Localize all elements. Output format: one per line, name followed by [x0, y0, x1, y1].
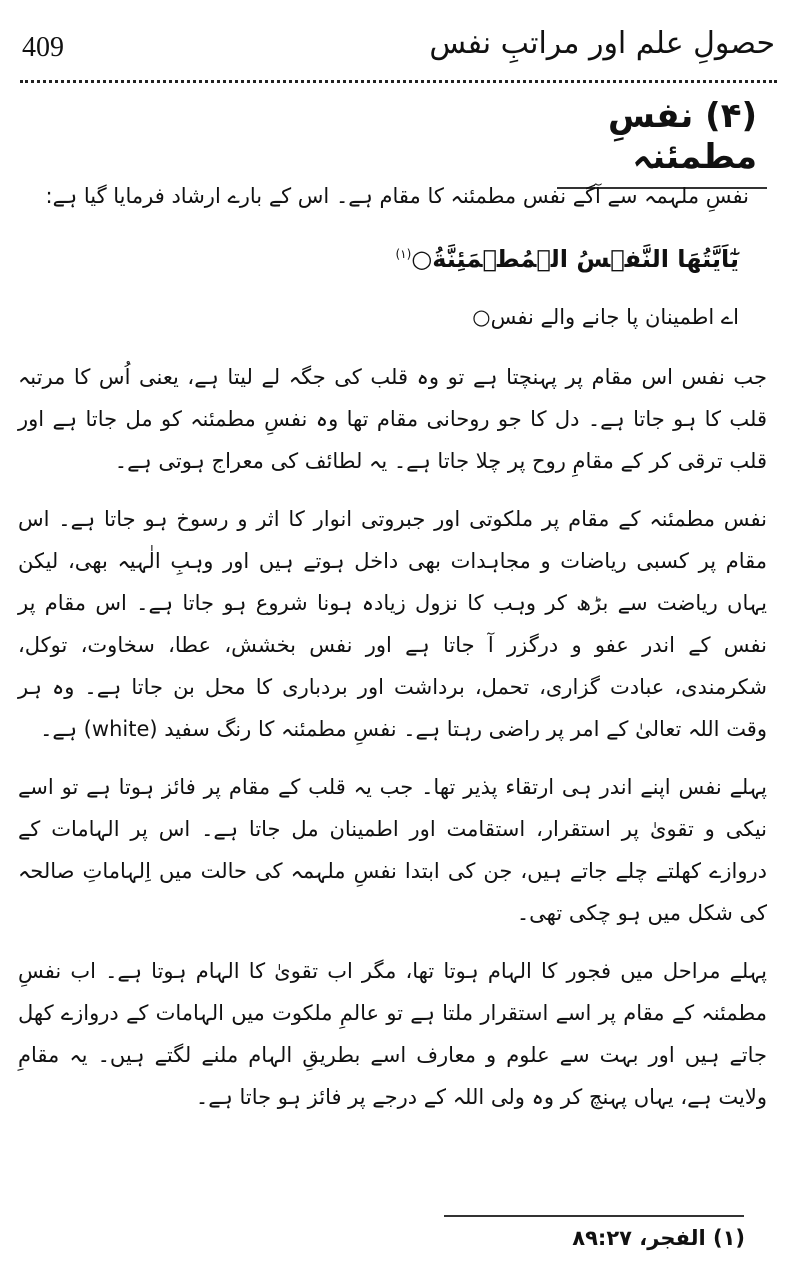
verse-translation: اے اطمینان پا جانے والے نفس○	[472, 305, 739, 329]
footnote: (۱) الفجر، ۸۹:۲۷	[572, 1226, 745, 1250]
section-heading: (۴) نفسِ مطمئنہ	[557, 92, 767, 189]
page-number: 409	[22, 32, 64, 63]
verse-text: یٰٓاَیَّتُهَا النَّفۡسُ الۡمُطۡمَئِنَّةُ○	[411, 245, 739, 273]
body-text	[18, 175, 767, 1134]
paragraph-4: پہلے مراحل میں فجور کا الہام ہوتا تھا، مگر اب تقویٰ کا الہام ہوتا ہے۔ اب نفسِ مطمئنہ کے مقام پر اسے استقرار ملتا ہے تو عالمِ ملکوت میں الہامات کے دروازے کھل جاتے ہیں اور بہت سے علوم و معارف اسے بطریقِ الہام ملنے لگتے ہیں۔ یہ مقامِ ولایت ہے، یہاں پہنچ کر وہ ولی اللہ کے درجے پر فائز ہو جاتا ہے۔	[18, 959, 767, 1109]
footnote-divider	[444, 1215, 744, 1217]
paragraph-2: نفس مطمئنہ کے مقام پر ملکوتی اور جبروتی انوار کا اثر و رسوخ ہو جاتا ہے۔ اس مقام پر کسبی ریاضات و مجاہدات بھی داخل ہوتے ہیں اور وہبِ الٰہیہ بھی، لیکن یہاں ریاضت سے بڑھ کر وہب کا نزول زیادہ ہونا شروع ہو جاتا ہے۔ اس مقام پر نفس کے اندر عفو و درگزر آ جاتا ہے اور نفس بخشش، عطا، سخاوت، توکل، شکرمندی، عبادت گزاری، تحمل، برداشت اور بردباری کا محل بن جاتا ہے۔ وہ ہر وقت اللہ تعالیٰ کے امر پر راضی رہتا ہے۔ نفسِ مطمئنہ کا رنگ سفید (white) ہے۔	[18, 507, 767, 741]
running-title: حصولِ علم اور مراتبِ نفس	[429, 26, 775, 61]
paragraph-1: جب نفس اس مقام پر پہنچتا ہے تو وہ قلب کی جگہ لے لیتا ہے، یعنی اُس کا مرتبہ قلب کا ہو جاتا ہے۔ دل کا جو روحانی مقام تھا وہ نفسِ مطمئنہ کو مل جاتا ہے اور قلب ترقی کر کے مقامِ روح پر چلا جاتا ہے۔ یہ لطائف کی معراج ہوتی ہے۔	[18, 365, 767, 473]
intro-paragraph: نفسِ ملہمہ سے آگے نفس مطمئنہ کا مقام ہے۔ اس کے بارے ارشاد فرمایا گیا ہے:	[45, 184, 749, 208]
paragraph-3: پہلے نفس اپنے اندر ہی ارتقاء پذیر تھا۔ جب یہ قلب کے مقام پر فائز ہوتا ہے تو اسے نیکی و تقویٰ پر استقرار، استقامت اور اطمینان مل جاتا ہے۔ اس پر الہامات کے دروازے کھلتے چلے جاتے ہیں، جن کی ابتدا نفسِ ملہمہ کی حالت میں اِلہاماتِ صالحہ کی شکل میں ہو چکی تھی۔	[18, 775, 767, 925]
header-divider	[20, 80, 777, 83]
page-header	[20, 18, 777, 78]
quran-verse	[18, 233, 767, 280]
footnote-marker: (۱)	[395, 247, 412, 261]
